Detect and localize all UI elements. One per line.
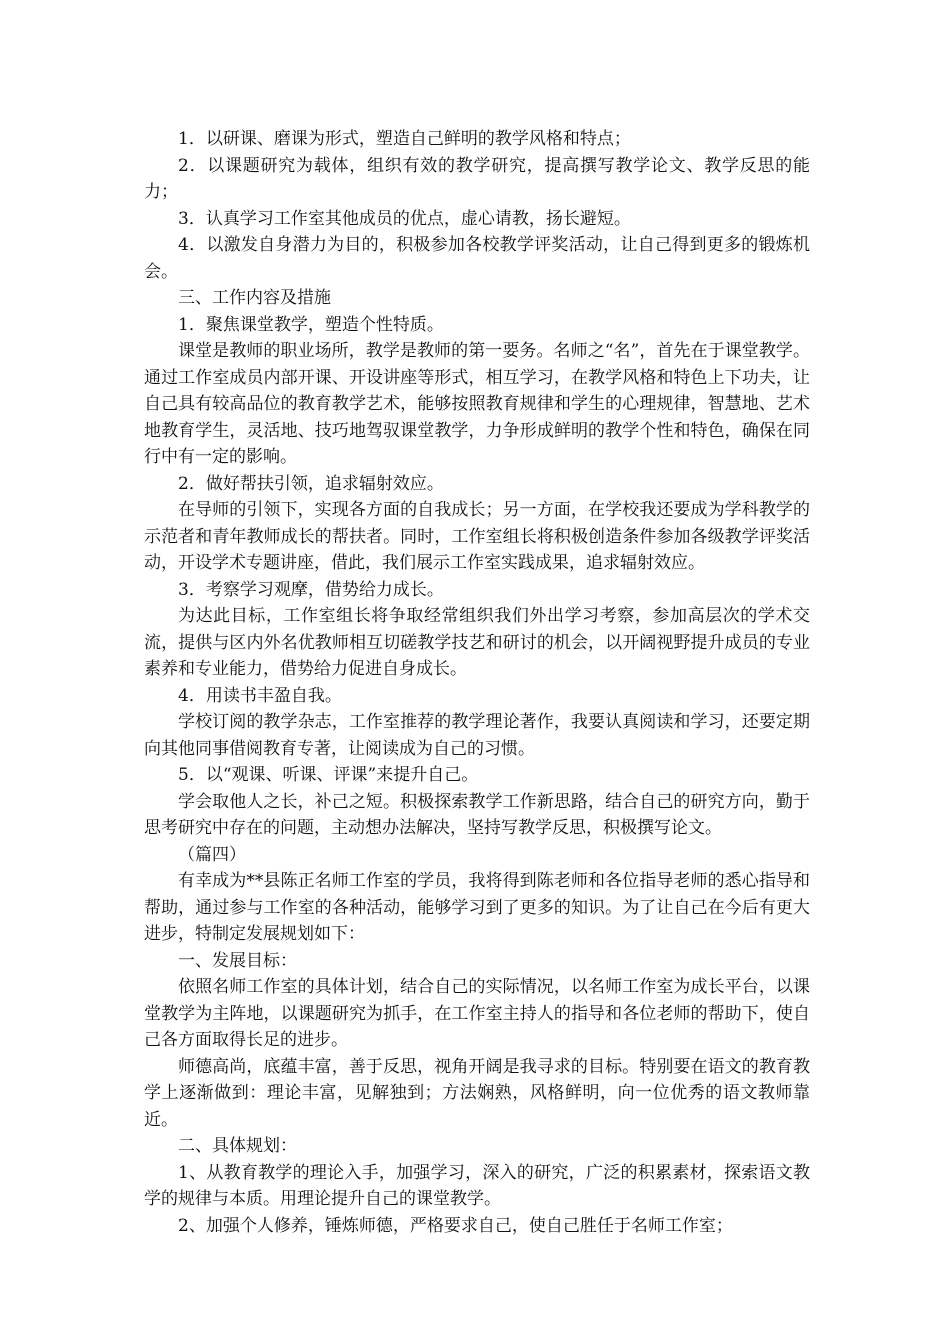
subheading: 4．用读书丰盈自我。 bbox=[178, 685, 342, 706]
paragraph: 1．以研课、磨课为形式，塑造自己鲜明的教学风格和特点； bbox=[178, 129, 631, 149]
document-body bbox=[144, 126, 810, 1239]
paragraph: 2、加强个人修养，锤炼师德，严格要求自己，使自己胜任于名师工作室； bbox=[178, 1215, 733, 1236]
section-heading: 二、具体规划： bbox=[178, 1136, 297, 1156]
section-heading: 一、发展目标： bbox=[178, 950, 297, 971]
paragraph: 2．以课题研究为载体，组织有效的教学研究，提高撰写教学论文、教学反思的能力； bbox=[144, 155, 810, 202]
paragraph: 在导师的引领下，实现各方面的自我成长；另一方面，在学校我还要成为学科教学的示范者和青年教师成长的帮扶者。同时，工作室组长将积极创造条件参加各级教学评奖活动，开设学术专题讲座，借此，我们展示工作室实践成果，追求辐射效应。 bbox=[144, 500, 810, 573]
paragraph: 4．以激发自身潜力为目的，积极参加各校教学评奖活动，让自己得到更多的锻炼机会。 bbox=[144, 235, 810, 282]
paragraph: 课堂是教师的职业场所，教学是教师的第一要务。名师之“名”，首先在于课堂教学。通过工作室成员内部开课、开设讲座等形式，相互学习，在教学风格和特色上下功夫，让自己具有较高品位的教育教学艺术，能够按照教育规律和学生的心理规律，智慧地、艺术地教育学生，灵活地、技巧地驾驭课堂教学，力争形成鲜明的教学个性和特色，确保在同行中有一定的影响。 bbox=[144, 341, 810, 467]
chapter-label: （篇四） bbox=[178, 844, 246, 865]
paragraph: 有幸成为**县陈正名师工作室的学员，我将得到陈老师和各位指导老师的悉心指导和帮助，通过参与工作室的各种活动，能够学习到了更多的知识。为了让自己在今后有更大进步，特制定发展规划如下： bbox=[144, 871, 810, 944]
section-heading: 三、工作内容及措施 bbox=[178, 288, 331, 308]
paragraph: 学校订阅的教学杂志，工作室推荐的教学理论著作，我要认真阅读和学习，还要定期向其他同事借阅教育专著，让阅读成为自己的习惯。 bbox=[144, 712, 810, 759]
paragraph: 为达此目标，工作室组长将争取经常组织我们外出学习考察，参加高层次的学术交流，提供与区内外名优教师相互切磋教学技艺和研讨的机会，以开阔视野提升成员的专业素养和专业能力，借势给力促进自身成长。 bbox=[144, 606, 810, 679]
subheading: 1．聚焦课堂教学，塑造个性特质。 bbox=[178, 314, 444, 335]
subheading: 2．做好帮扶引领，追求辐射效应。 bbox=[178, 473, 444, 494]
paragraph: 依照名师工作室的具体计划，结合自己的实际情况，以名师工作室为成长平台，以课堂教学为主阵地，以课题研究为抓手，在工作室主持人的指导和各位老师的帮助下，使自己各方面取得长足的进步。 bbox=[144, 977, 810, 1050]
paragraph: 学会取他人之长，补己之短。积极探索教学工作新思路，结合自己的研究方向，勤于思考研究中存在的问题，主动想办法解决，坚持写教学反思，积极撰写论文。 bbox=[144, 791, 810, 838]
paragraph: 1、从教育教学的理论入手，加强学习，深入的研究，广泛的积累素材，探索语文教学的规律与本质。用理论提升自己的课堂教学。 bbox=[144, 1162, 810, 1209]
subheading: 3．考察学习观摩，借势给力成长。 bbox=[178, 579, 444, 600]
paragraph: 师德高尚，底蕴丰富，善于反思，视角开阔是我寻求的目标。特别要在语文的教育教学上逐渐做到：理论丰富，见解独到；方法娴熟，风格鲜明，向一位优秀的语文教师靠近。 bbox=[144, 1056, 810, 1130]
subheading: 5．以“观课、听课、评课”来提升自己。 bbox=[178, 765, 479, 785]
paragraph: 3．认真学习工作室其他成员的优点，虚心请教，扬长避短。 bbox=[178, 208, 631, 229]
